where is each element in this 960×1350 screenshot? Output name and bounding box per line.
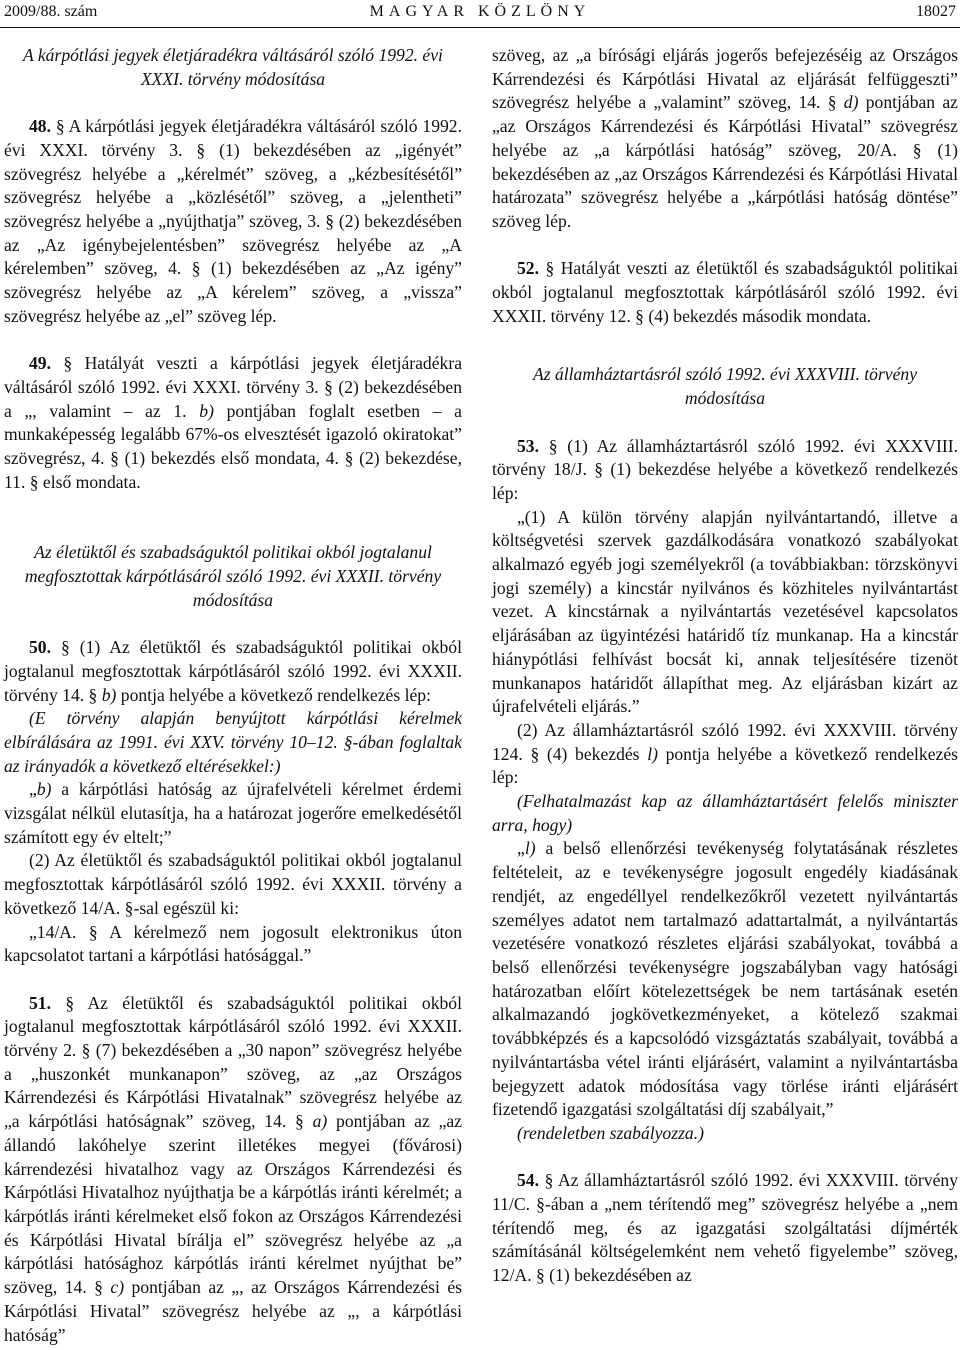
section-number: 49. — [29, 353, 51, 374]
paragraph-italic: (E törvény alapján benyújtott kárpótlási kérelmek elbírálására az 1991. évi XXV. törvény 10–12. §-ában foglaltak az irányadók a következő eltérésekkel:) — [4, 708, 462, 776]
left-column — [4, 44, 462, 1347]
section-title: Az államháztartásról szóló 1992. évi XXXVIII. törvény módosítása — [532, 364, 918, 409]
issue-number: 2009/88. szám — [4, 3, 98, 20]
section-number: 50. — [29, 637, 51, 658]
header-rule — [0, 27, 960, 28]
paragraph-text: § (1) Az államháztartásról szóló 1992. évi XXXVIII. törvény 18/J. § (1) bekezdése helyébe a következő rendelkezés lép: — [492, 435, 958, 503]
point-reference: b) — [36, 779, 52, 800]
point-reference: b) — [199, 400, 214, 421]
paragraph-text: pontja helyébe a következő rendelkezés lép: — [492, 743, 959, 788]
paragraph-text: § Az államháztartásról szóló 1992. évi XXXVIII. törvény 11/C. §-ában a „nem térítendő meg” szövegrész helyébe a „nem térítendő meg, és az igazgatási szolgáltatási díjmérték számításánál költségelemként nem vehető figyelembe” szöveg, 12/A. § (1) bekezdésében az — [492, 1170, 958, 1286]
paragraph-text: pontjában foglalt esetben – a munkaképesség legalább 67%-os elvesztését igazoló okiratokat” szövegrész, 4. § (1) bekezdés első mondata, 4. § (2) bekezdése, 11. § első mondata. — [4, 400, 462, 492]
paragraph-continued — [492, 44, 958, 234]
paragraph-text: § Hatályát veszti az életüktől és szabadságuktól politikai okból jogtalanul megfosztottak kárpótlásáról szóló 1992. évi XXXII. törvény 12. § (4) bekezdés második mondata. — [492, 258, 958, 326]
section-number: 52. — [517, 258, 539, 279]
paragraph-53 — [492, 435, 958, 506]
paragraph-14a: „14/A. § A kérelmező nem jogosult elektronikus úton kapcsolatot tartani a kárpótlási hatósággal.” — [4, 921, 462, 966]
paragraph-quote — [492, 837, 958, 1121]
paragraph-54 — [492, 1169, 958, 1288]
paragraph-text: § A kárpótlási jegyek életjáradékra váltásáról szóló 1992. évi XXXI. törvény 3. § (1) bekezdésében az „igényét” szövegrész helyébe a „kérelmét” szöveg, a „kézbesítésétől” szövegrész helyébe a „közlésétől” szöveg, a „jelentheti” szövegrész helyébe a „nyújthatja” szöveg, 3. § (2) bekezdésében az „Az igénybejelentésben” szövegrész helyébe az „A kérelemben” szöveg, 4. § (1) bekezdésében az „Az igény” szövegrész helyébe az „A kérelem” szöveg, a „vissza” szövegrész helyébe az „el” szöveg lép. — [4, 116, 462, 326]
paragraph-text: pontjában az „, az Országos Kárrendezési és Kárpótlási Hivatal” szövegrész helyébe az „, a kárpótlási hatóság” — [4, 1277, 462, 1345]
point-reference: c) — [110, 1277, 125, 1298]
paragraph-text: (2) Az államháztartásról szóló 1992. évi XXXVIII. törvény 124. § (4) bekezdés — [492, 719, 958, 764]
paragraph-text: § Hatályát veszti a kárpótlási jegyek életjáradékra váltásáról szóló 1992. évi XXXI. törvény 3. § (2) bekezdésében a „, valamint – az 1. — [4, 353, 463, 421]
section-number: 48. — [29, 116, 51, 137]
page-header — [0, 0, 960, 26]
quote-mark: „ — [29, 779, 37, 800]
paragraph-50-2: (2) Az életüktől és szabadságuktól politikai okból jogtalanul megfosztottak kárpótlásáról szóló 1992. évi XXXII. törvény a következő 14/A. §-sal egészül ki: — [4, 850, 462, 918]
paragraph-text: § Az életüktől és szabadságuktól politikai okból jogtalanul megfosztottak kárpótlásáról szóló 1992. évi XXXII. törvény 2. § (7) bekezdésében a „30 napon” szövegrész helyébe a „huszonkét munkanapon” szöveg, az „az Országos Kárrendezési és Kárpótlási Hivatalnak” szövegrész helyébe az „a kárpótlási hatóságnak” szöveg, 14. § — [4, 992, 462, 1132]
paragraph-52 — [492, 257, 958, 328]
point-reference: b) — [101, 684, 117, 705]
section-number: 51. — [29, 992, 51, 1013]
paragraph-text: § (1) Az életüktől és szabadságuktól politikai okból jogtalanul megfosztottak kárpótlásáról szóló 1992. évi XXXII. törvény 14. § — [4, 637, 462, 705]
paragraph-48 — [4, 115, 462, 328]
section-number: 54. — [517, 1170, 539, 1191]
paragraph-quote: „(1) A külön törvény alapján nyilvántartandó, illetve a költségvetési szervek gazdálkodására vonatkozó szabályokat alkalmazó egyéb jogi személyekről (a továbbiakban: törzskönyvi jogi személy) a kincstár nyilvános és közhiteles nyilvántartást vezet. A kincstárnak a nyilvántartás vezetésével kapcsolatos eljárásában az ügyintézési határidő tíz munkanap. Ha a kincstár hiánypótlási felhívást bocsát ki, annak teljesítésére tizenöt munkanapos határidőt állapíthat meg. Az eljárásban kizárt az újrafelvételi eljárás.” — [492, 506, 958, 717]
right-column — [492, 44, 958, 1288]
paragraph-text: pontjában az „az állandó lakóhelye szerint illetékes megyei (fővárosi) kárrendezési hivatalhoz vagy az Országos Kárrendezési és Kárpótlási Hivatalhoz nyújthatja be a kárpótlás iránti kérelmét; a kárpótlás iránti kérelmeket első fokon az Országos Kárrendezési és Kárpótlási Hivatal bírálja el” szövegrész helyébe az „a kárpótlási hatósághoz kárpótlás iránti kérelmet nyújthat be” szöveg, 14. § — [4, 1111, 462, 1298]
quote-mark: „ — [517, 838, 525, 859]
point-reference: d) — [843, 92, 859, 113]
paragraph-text: a belső ellenőrzési tevékenység folytatásának részletes feltételeit, az e tevékenységre jogosult engedély kiadásának rendjét, az engedéllyel rendelkezőkről vezetett nyilvántartás személyes adatot nem tartalmazó adattartalmát, a nyilvántartás vezetésére vonatkozó részletes eljárási szabályokat, továbbá a belső ellenőrzési tevékenységre jogszabályban vagy hatósági határozatban előírt kötelezettségek be nem tartásának esetén alkalmazandó jogkövetkezményeket, a kötelező szakmai továbbképzés és a kapcsolódó vizsgáztatás szabályait, továbbá a nyilvántartásba vétel iránti eljárásért, valamint a nyilvántartásba bejegyzett adatok módosítása vagy törlése iránti eljárásért fizetendő igazgatási szolgáltatási díj szabályait,” — [492, 838, 958, 1120]
point-reference: l) — [524, 838, 536, 859]
point-reference: l) — [647, 743, 658, 764]
section-title: A kárpótlási jegyek életjáradékra váltásáról szóló 1992. évi XXXI. törvény módosítása — [23, 45, 443, 89]
paragraph-text: pontjában az „az Országos Kárrendezési és Kárpótlási Hivatal” szövegrész helyébe az „a kárpótlási hatóság” szöveg, 20/A. § (1) bekezdésében az „az Országos Kárrendezési és Kárpótlási Hivatal határozata” szövegrész helyébe a „kárpótlási hatóság döntése” szöveg lép. — [492, 92, 958, 231]
paragraph-50 — [4, 636, 462, 707]
point-reference: a) — [312, 1111, 328, 1132]
paragraph-53-2 — [492, 719, 958, 790]
paragraph-text: a kárpótlási hatóság az újrafelvételi kérelmet érdemi vizsgálat nélkül elutasítja, ha a határozat jogerőre emelkedésétől számított egy év eltelt;” — [4, 779, 462, 847]
section-number: 53. — [517, 435, 539, 456]
paragraph-51 — [4, 992, 462, 1348]
paragraph-49 — [4, 352, 462, 494]
journal-title: MAGYAR KÖZLÖNY — [369, 3, 591, 20]
paragraph-italic: (Felhatalmazást kap az államháztartásért felelős miniszter arra, hogy) — [492, 791, 958, 835]
paragraph-text: pontja helyébe a következő rendelkezés lép: — [116, 684, 431, 705]
section-title: Az életüktől és szabadságuktól politikai okból jogtalanul megfosztottak kárpótlásáról szóló 1992. évi XXXII. törvény módosítása — [24, 542, 442, 610]
paragraph-text: szöveg, az „a bírósági eljárás jogerős befejezéséig az Országos Kárrendezési és Kárpótlási Hivatal az eljárását felfüggeszti” szövegrész helyébe a „valamint” szöveg, 14. § — [492, 45, 958, 113]
page-number: 18027 — [916, 3, 956, 20]
paragraph-italic: (rendeletben szabályozza.) — [517, 1122, 704, 1143]
paragraph-quote — [4, 778, 462, 849]
